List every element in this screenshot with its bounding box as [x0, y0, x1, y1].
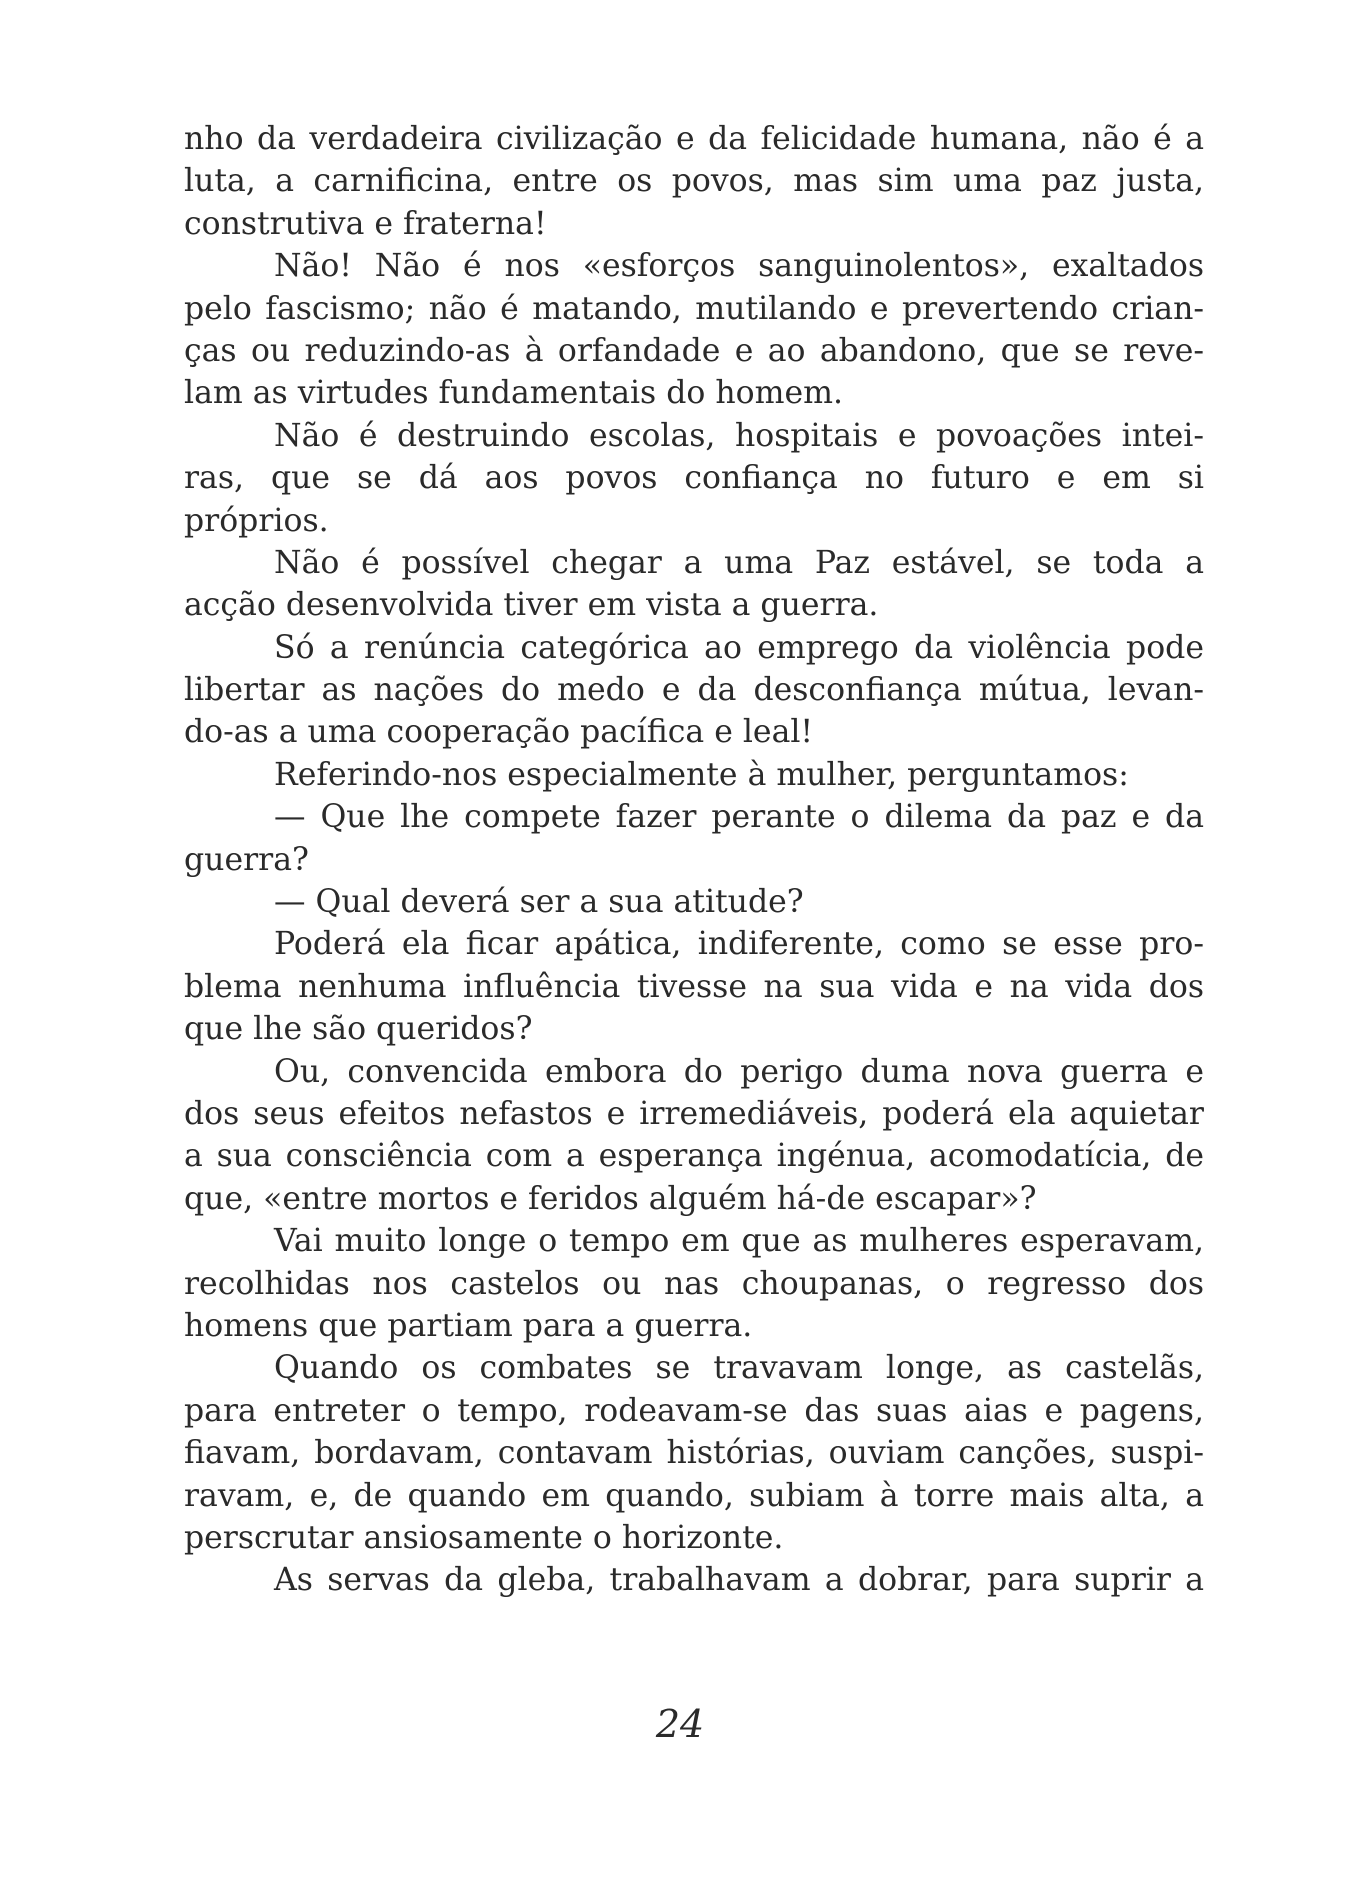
text-line: As servas da gleba, trabalhavam a dobrar, para suprir a: [274, 1562, 1204, 1599]
text-line: que, «entre mortos e feridos alguém há-de escapar»?: [184, 1180, 1037, 1217]
text-line: para entreter o tempo, rodeavam-se das suas aias e pagens,: [184, 1392, 1204, 1429]
body-text: [184, 118, 1204, 1602]
text-line: do-as a uma cooperação pacífica e leal!: [184, 714, 814, 751]
text-line: construtiva e fraterna!: [184, 205, 547, 242]
text-line: — Que lhe compete fazer perante o dilema da paz e da: [274, 799, 1204, 836]
text-line: guerra?: [184, 841, 309, 878]
text-line: ravam, e, de quando em quando, subiam à torre mais alta, a: [184, 1477, 1204, 1514]
text-line: a sua consciência com a esperança ingénua, acomodatícia, de: [184, 1138, 1204, 1175]
text-line: lam as virtudes fundamentais do homem.: [184, 375, 844, 412]
text-line: dos seus efeitos nefastos e irremediáveis, poderá ela aquietar: [184, 1095, 1204, 1132]
text-line: ças ou reduzindo-as à orfandade e ao abandono, que se reve-: [184, 332, 1204, 369]
text-line: luta, a carnificina, entre os povos, mas sim uma paz justa,: [184, 163, 1204, 200]
text-line: que lhe são queridos?: [184, 1011, 533, 1048]
text-line: pelo fascismo; não é matando, mutilando e prevertendo crian-: [184, 290, 1204, 327]
text-line: acção desenvolvida tiver em vista a guerra.: [184, 587, 879, 624]
text-line: Quando os combates se travavam longe, as castelãs,: [274, 1350, 1204, 1387]
text-line: Não é possível chegar a uma Paz estável, se toda a: [274, 544, 1204, 581]
text-line: fiavam, bordavam, contavam histórias, ouviam canções, suspi-: [184, 1435, 1204, 1472]
text-line: libertar as nações do medo e da desconfiança mútua, levan-: [184, 672, 1204, 709]
text-line: Vai muito longe o tempo em que as mulheres esperavam,: [274, 1223, 1204, 1260]
text-line: Não é destruindo escolas, hospitais e povoações intei-: [274, 417, 1204, 454]
text-line: Não! Não é nos «esforços sanguinolentos», exaltados: [274, 248, 1204, 285]
text-line: blema nenhuma influência tivesse na sua vida e na vida dos: [184, 968, 1204, 1005]
text-line: ras, que se dá aos povos confiança no futuro e em si: [184, 460, 1204, 497]
text-line: perscrutar ansiosamente o horizonte.: [184, 1519, 784, 1556]
text-line: homens que partiam para a guerra.: [184, 1307, 753, 1344]
page-number: 24: [655, 1702, 705, 1746]
text-line: Ou, convencida embora do perigo duma nova guerra e: [274, 1053, 1204, 1090]
text-line: nho da verdadeira civilização e da felicidade humana, não é a: [184, 121, 1204, 157]
text-line: Referindo-nos especialmente à mulher, perguntamos:: [274, 756, 1129, 793]
text-line: Só a renúncia categórica ao emprego da violência pode: [274, 629, 1204, 666]
text-line: próprios.: [184, 502, 329, 539]
text-line: recolhidas nos castelos ou nas choupanas, o regresso dos: [184, 1265, 1204, 1302]
text-line: Poderá ela ficar apática, indiferente, como se esse pro-: [274, 926, 1204, 963]
text-line: — Qual deverá ser a sua atitude?: [274, 884, 804, 921]
